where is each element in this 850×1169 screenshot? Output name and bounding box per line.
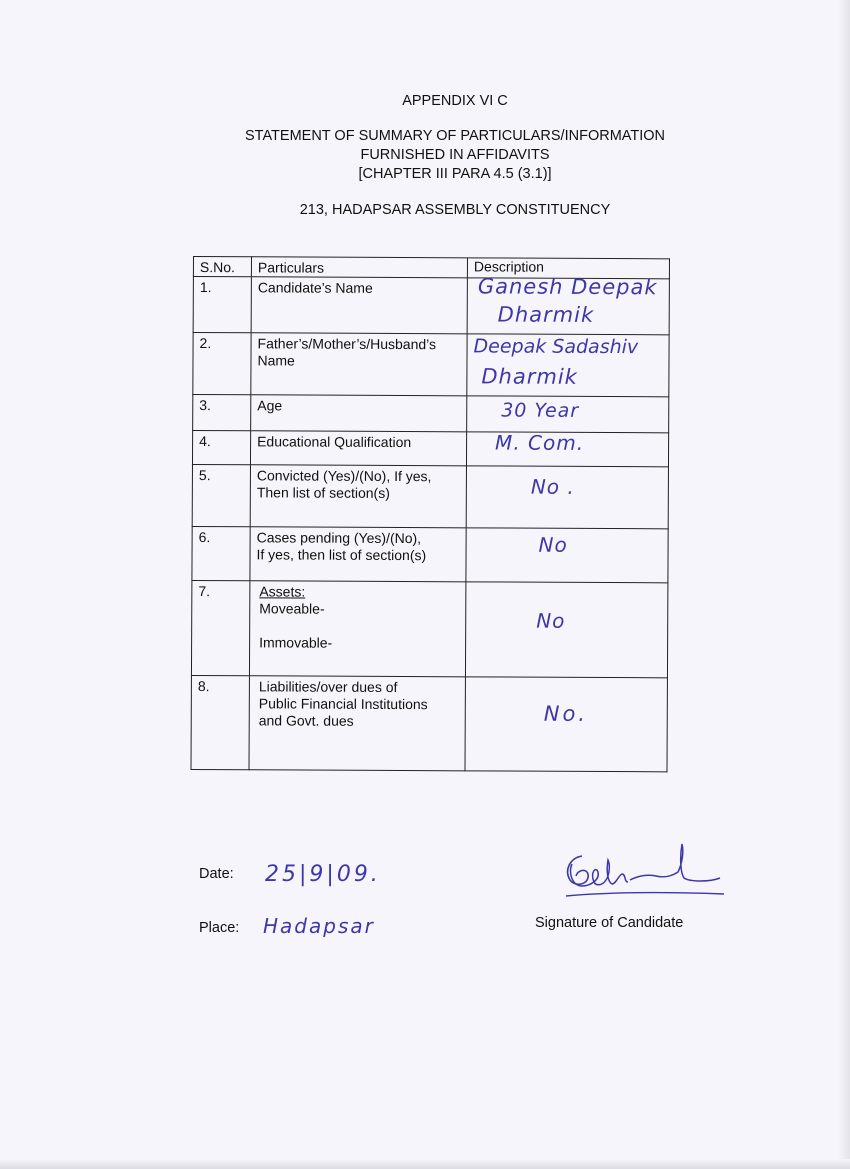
handwritten-candidate-name-line1: Ganesh Deepak [477, 274, 658, 300]
table-row [193, 277, 669, 335]
row-particulars: Father’s/Mother’s/Husband’s Name [251, 333, 467, 396]
assets-moveable-label: Moveable- [259, 600, 325, 617]
place-label: Place: [199, 920, 240, 936]
statement-title-line1: STATEMENT OF SUMMARY OF PARTICULARS/INFORMATION [245, 128, 665, 144]
handwritten-parent-name-line2: Dharmik [481, 364, 578, 389]
row-description [466, 432, 668, 467]
row-sno: 6. [192, 526, 250, 580]
row-description [465, 677, 667, 772]
handwritten-assets: No [536, 608, 566, 633]
row-description [467, 274, 669, 335]
row-sno: 7. [191, 580, 249, 675]
particulars-line: and Govt. dues [258, 712, 354, 729]
row-sno: 1. [193, 277, 251, 333]
appendix-title: APPENDIX VI C [402, 93, 508, 109]
row-sno: 2. [193, 333, 251, 395]
row-particulars [249, 581, 465, 677]
table-row [191, 580, 667, 677]
assets-heading: Assets: [259, 583, 306, 600]
candidate-signature [560, 842, 730, 904]
handwritten-convicted: No . [530, 474, 575, 499]
row-particulars [250, 465, 466, 528]
row-sno: 5. [192, 464, 250, 526]
row-sno: 3. [193, 395, 251, 431]
row-sno: 4. [192, 431, 250, 465]
particulars-line: If yes, then list of section(s) [256, 546, 427, 564]
row-particulars [250, 527, 466, 582]
particulars-line: Cases pending (Yes)/(No), [256, 529, 422, 547]
table-row [193, 395, 669, 433]
row-particulars [249, 676, 465, 771]
header-sno: S.No. [193, 257, 251, 277]
particulars-line: Liabilities/over dues of [258, 678, 398, 696]
statement-title-line2: FURNISHED IN AFFIDAVITS [360, 147, 550, 163]
row-description [466, 528, 668, 583]
statement-title-line3: [CHAPTER III PARA 4.5 (3.1)] [358, 166, 552, 182]
handwritten-liabilities: No. [543, 701, 589, 726]
signature-caption: Signature of Candidate [535, 915, 684, 931]
handwritten-qualification: M. Com. [495, 430, 585, 455]
particulars-line: Convicted (Yes)/(No), If yes, [256, 467, 432, 485]
handwritten-candidate-name-line2: Dharmik [497, 302, 595, 327]
row-description [466, 466, 668, 529]
date-label: Date: [199, 866, 234, 882]
assets-immovable-label: Immovable- [259, 634, 333, 651]
row-sno: 8. [191, 675, 249, 769]
row-description [465, 582, 667, 678]
row-particulars: Educational Qualification [250, 431, 466, 466]
scan-bottom-shadow [0, 1159, 850, 1169]
row-particulars: Age [251, 395, 467, 432]
handwritten-cases-pending: No [538, 532, 568, 557]
header-particulars: Particulars [251, 257, 467, 278]
row-particulars: Candidate’s Name [251, 277, 467, 334]
constituency-title: 213, HADAPSAR ASSEMBLY CONSTITUENCY [299, 202, 611, 218]
row-description [467, 334, 669, 397]
row-description [467, 396, 669, 433]
table-row [191, 675, 667, 771]
handwritten-place: Hadapsar [263, 914, 375, 938]
handwritten-age: 30 Year [501, 399, 580, 422]
table-row [193, 333, 669, 397]
table-row [192, 526, 668, 582]
particulars-line: Public Financial Institutions [258, 695, 428, 713]
table-row [192, 431, 668, 467]
handwritten-date: 25|9|09. [265, 862, 381, 887]
handwritten-parent-name-line1: Deepak Sadashiv [473, 335, 639, 359]
header-description: Description [467, 258, 669, 279]
table-row [192, 464, 668, 528]
particulars-line: Then list of section(s) [256, 484, 390, 501]
particulars-table [190, 256, 670, 772]
